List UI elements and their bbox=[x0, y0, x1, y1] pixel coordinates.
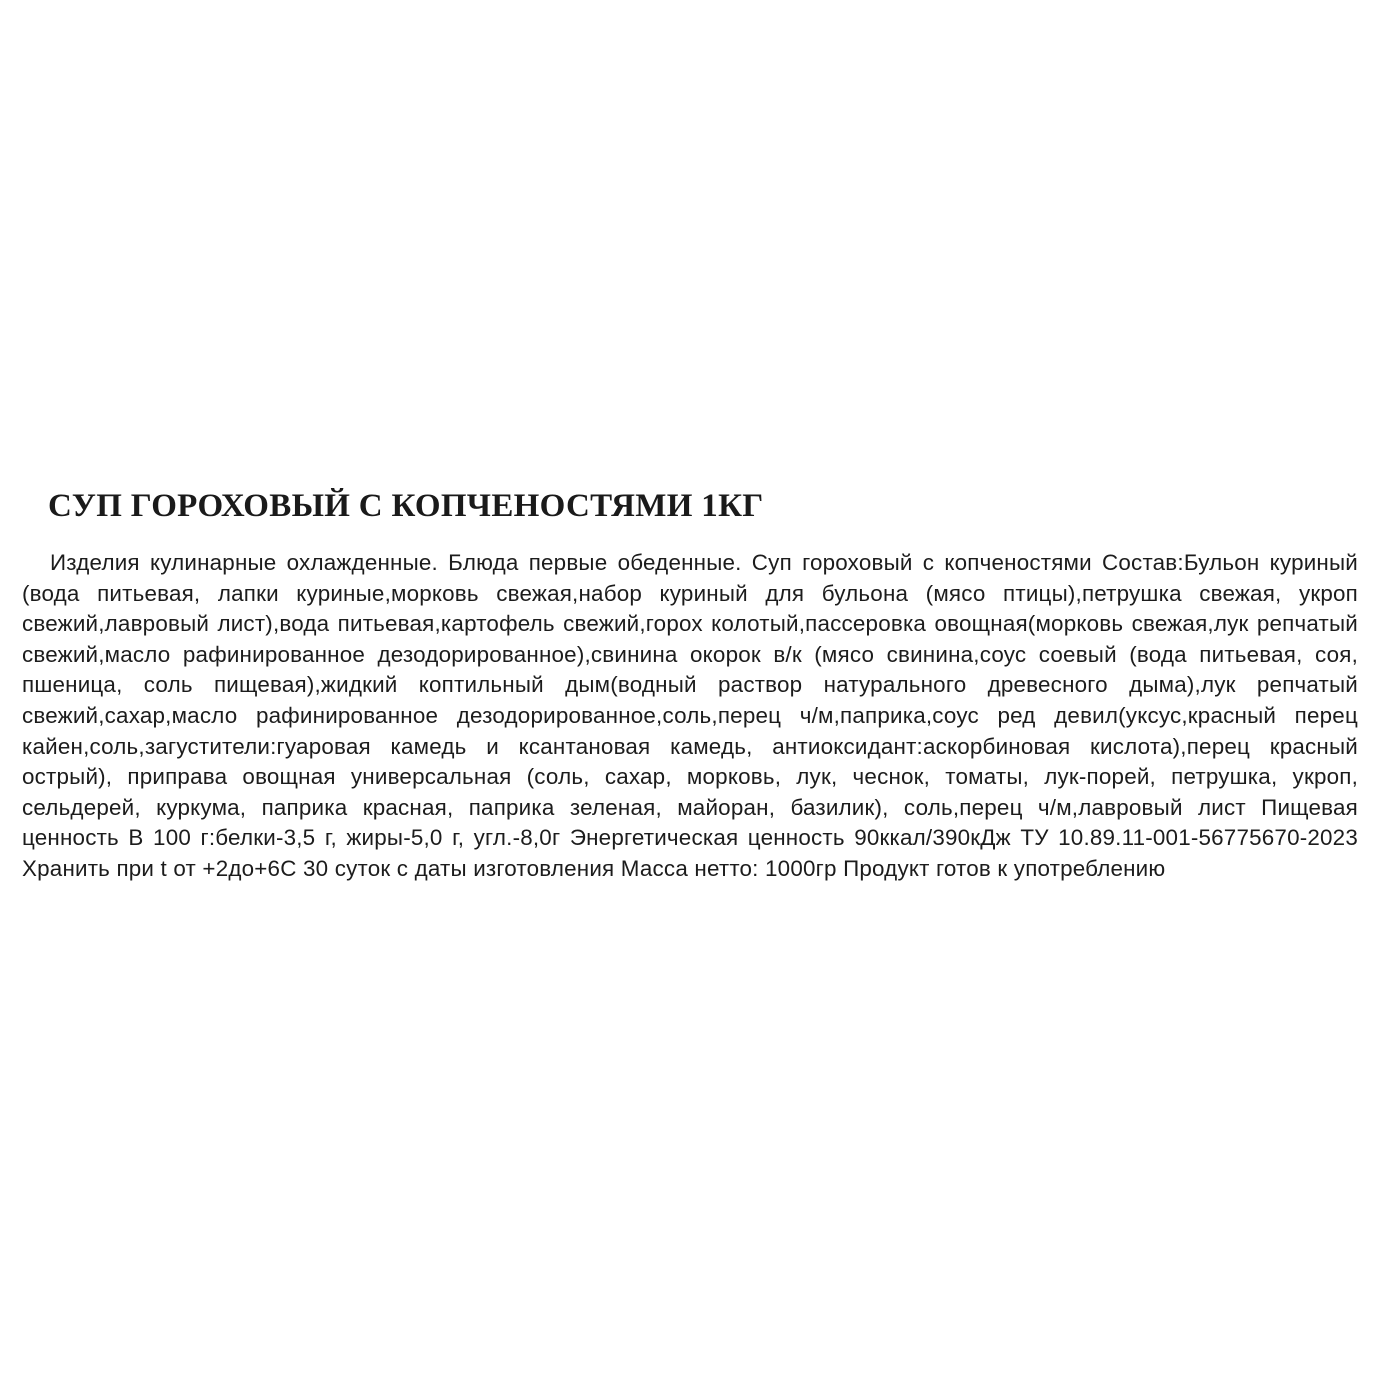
product-title: СУП ГОРОХОВЫЙ С КОПЧЕНОСТЯМИ 1КГ bbox=[48, 488, 764, 524]
product-description: Изделия кулинарные охлажденные. Блюда первые обеденные. Суп гороховый с копченостями Состав:Бульон куриный (вода питьевая, лапки куриные,морковь свежая,набор куриный для бульона (мясо птицы),петрушка свежая, укроп свежий,лавровый лист),вода питьевая,картофель свежий,горох колотый,пассеровка овощная(морковь свежая,лук репчатый свежий,масло рафинированное дезодорированное),свинина окорок в/к (мясо свинина,соус соевый (вода питьевая, соя, пшеница, соль пищевая),жидкий коптильный дым(водный раствор натурального древесного дыма),лук репчатый свежий,сахар,масло рафинированное дезодорированное,соль,перец ч/м,паприка,соус ред девил(уксус,красный перец кайен,соль,загустители:гуаровая камедь и ксантановая камедь, антиоксидант:аскорбиновая кислота),перец красный острый), приправа овощная универсальная (соль, сахар, морковь, лук, чеснок, томаты, лук-порей, петрушка, укроп, сельдерей, куркума, паприка красная, паприка зеленая, майоран, базилик), соль,перец ч/м,лавровый лист Пищевая ценность В 100 г:белки-3,5 г, жиры-5,0 г, угл.-8,0г Энергетическая ценность 90ккал/390кДж ТУ 10.89.11-001-56775670-2023 Хранить при t от +2до+6С 30 суток с даты изготовления Масса нетто: 1000гр Продукт готов к употреблению bbox=[22, 550, 1358, 881]
